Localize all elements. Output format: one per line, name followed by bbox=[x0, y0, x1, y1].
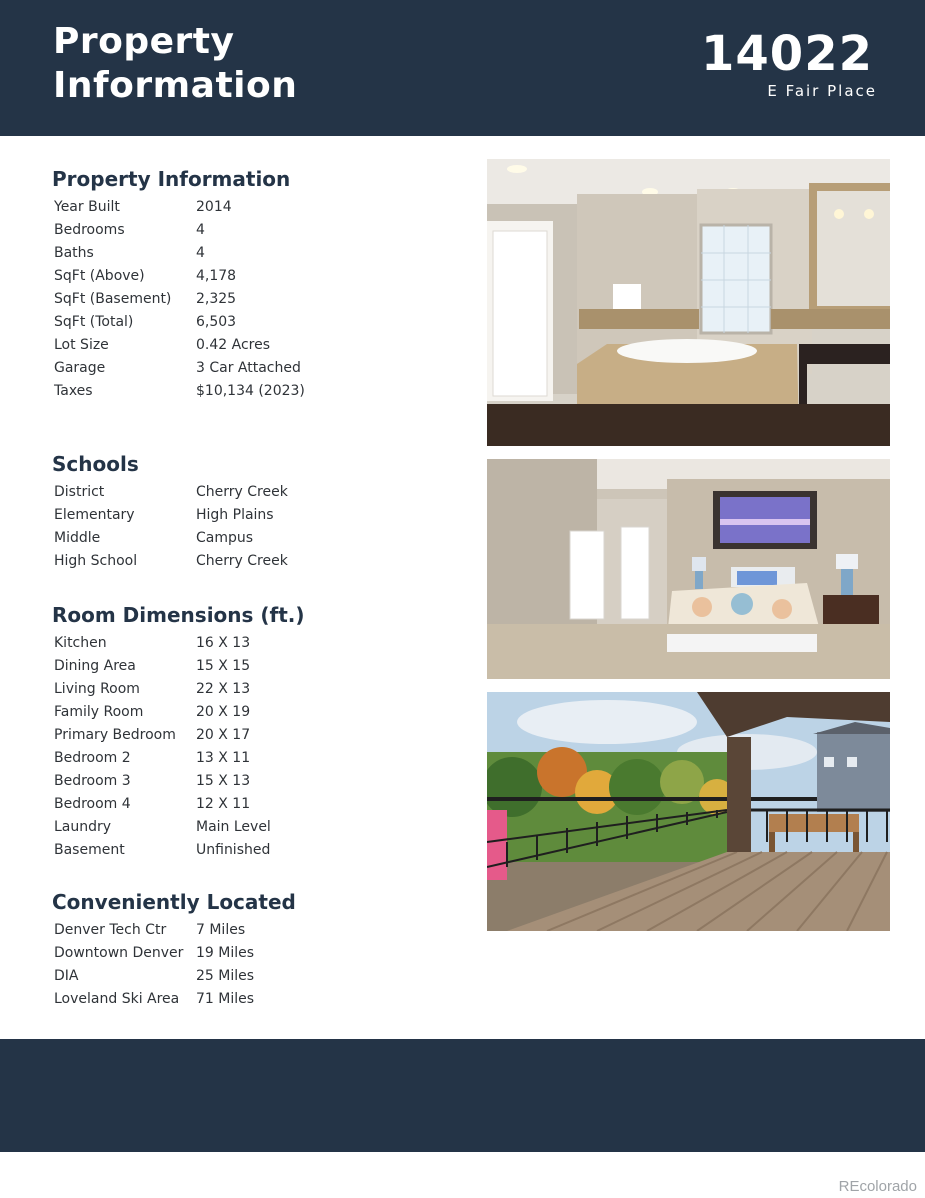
row-label: Bedroom 3 bbox=[54, 772, 131, 789]
row-label: Laundry bbox=[54, 818, 112, 835]
located-section bbox=[52, 890, 296, 1010]
row-label: Family Room bbox=[54, 703, 144, 720]
info-row bbox=[52, 195, 305, 218]
info-row bbox=[52, 792, 305, 815]
row-value: 25 Miles bbox=[196, 967, 255, 984]
row-value: Cherry Creek bbox=[196, 483, 288, 500]
info-row bbox=[52, 333, 305, 356]
row-label: Elementary bbox=[54, 506, 135, 523]
info-row bbox=[52, 654, 305, 677]
brand-logo-text[interactable]: REcolorado bbox=[838, 1178, 917, 1195]
row-value: Main Level bbox=[196, 818, 271, 835]
row-value: 20 X 19 bbox=[196, 703, 251, 720]
row-label: Bedrooms bbox=[54, 221, 125, 238]
bathroom-photo bbox=[487, 159, 890, 446]
bedroom-photo bbox=[487, 459, 890, 679]
row-label: Bedroom 2 bbox=[54, 749, 131, 766]
row-value: 13 X 11 bbox=[196, 749, 251, 766]
room-dimensions-section bbox=[52, 603, 305, 861]
rooms-rows bbox=[52, 631, 305, 861]
info-row bbox=[52, 700, 305, 723]
section-title: Property Information bbox=[52, 167, 291, 191]
row-label: Loveland Ski Area bbox=[54, 990, 180, 1007]
deck-photo bbox=[487, 692, 890, 931]
footer-banner bbox=[0, 1039, 925, 1152]
row-value: 4 bbox=[196, 244, 205, 261]
info-row bbox=[52, 241, 305, 264]
row-value: Cherry Creek bbox=[196, 552, 288, 569]
section-title: Schools bbox=[52, 452, 139, 476]
info-row bbox=[52, 746, 305, 769]
address-number: 14022 bbox=[701, 26, 873, 82]
row-value: 22 X 13 bbox=[196, 680, 251, 697]
bedroom-photo-image bbox=[487, 459, 890, 679]
info-row bbox=[52, 480, 288, 503]
page-title bbox=[53, 20, 297, 108]
bathroom-photo-image bbox=[487, 159, 890, 446]
info-row bbox=[52, 503, 288, 526]
info-row bbox=[52, 769, 305, 792]
schools-rows bbox=[52, 480, 288, 572]
row-label: Basement bbox=[54, 841, 125, 858]
info-row bbox=[52, 379, 305, 402]
row-value: Campus bbox=[196, 529, 254, 546]
info-row bbox=[52, 287, 305, 310]
row-value: 15 X 15 bbox=[196, 657, 251, 674]
row-value: 15 X 13 bbox=[196, 772, 251, 789]
row-label: SqFt (Above) bbox=[54, 267, 145, 284]
info-row bbox=[52, 631, 305, 654]
info-row bbox=[52, 918, 296, 941]
row-label: Year Built bbox=[54, 198, 120, 215]
info-row bbox=[52, 941, 296, 964]
info-row bbox=[52, 218, 305, 241]
row-value: 0.42 Acres bbox=[196, 336, 271, 353]
row-label: Baths bbox=[54, 244, 94, 261]
row-value: Unfinished bbox=[196, 841, 271, 858]
located-rows bbox=[52, 918, 296, 1010]
row-value: 19 Miles bbox=[196, 944, 255, 961]
row-label: High School bbox=[54, 552, 138, 569]
info-row bbox=[52, 549, 288, 572]
row-label: SqFt (Basement) bbox=[54, 290, 172, 307]
property-info-section bbox=[52, 167, 305, 402]
row-value: 6,503 bbox=[196, 313, 237, 330]
row-label: Bedroom 4 bbox=[54, 795, 131, 812]
row-value: 7 Miles bbox=[196, 921, 246, 938]
info-row bbox=[52, 526, 288, 549]
row-value: 2,325 bbox=[196, 290, 237, 307]
info-row bbox=[52, 964, 296, 987]
section-title: Conveniently Located bbox=[52, 890, 296, 914]
property-rows bbox=[52, 195, 305, 402]
info-row bbox=[52, 987, 296, 1010]
row-label: Living Room bbox=[54, 680, 140, 697]
row-value: $10,134 (2023) bbox=[196, 382, 305, 399]
row-value: 2014 bbox=[196, 198, 232, 215]
row-label: DIA bbox=[54, 967, 79, 984]
page-title-line1: Property bbox=[53, 21, 235, 62]
row-value: High Plains bbox=[196, 506, 274, 523]
row-value: 4,178 bbox=[196, 267, 237, 284]
row-label: District bbox=[54, 483, 105, 500]
row-value: 3 Car Attached bbox=[196, 359, 301, 376]
info-row bbox=[52, 264, 305, 287]
info-row bbox=[52, 356, 305, 379]
row-label: Lot Size bbox=[54, 336, 109, 353]
row-value: 16 X 13 bbox=[196, 634, 251, 651]
row-label: SqFt (Total) bbox=[54, 313, 134, 330]
row-label: Denver Tech Ctr bbox=[54, 921, 167, 938]
row-label: Middle bbox=[54, 529, 101, 546]
row-label: Taxes bbox=[54, 382, 93, 399]
info-row bbox=[52, 815, 305, 838]
page-title-line2: Information bbox=[53, 65, 298, 106]
schools-section bbox=[52, 452, 288, 572]
info-row bbox=[52, 310, 305, 333]
row-value: 4 bbox=[196, 221, 205, 238]
row-label: Kitchen bbox=[54, 634, 107, 651]
deck-photo-image bbox=[487, 692, 890, 931]
row-value: 12 X 11 bbox=[196, 795, 251, 812]
header-banner bbox=[0, 0, 925, 136]
address-street: E Fair Place bbox=[767, 82, 877, 100]
row-label: Primary Bedroom bbox=[54, 726, 176, 743]
info-row bbox=[52, 677, 305, 700]
info-row bbox=[52, 838, 305, 861]
row-value: 20 X 17 bbox=[196, 726, 251, 743]
row-value: 71 Miles bbox=[196, 990, 255, 1007]
info-row bbox=[52, 723, 305, 746]
row-label: Dining Area bbox=[54, 657, 136, 674]
row-label: Garage bbox=[54, 359, 106, 376]
row-label: Downtown Denver bbox=[54, 944, 184, 961]
section-title: Room Dimensions (ft.) bbox=[52, 603, 305, 627]
